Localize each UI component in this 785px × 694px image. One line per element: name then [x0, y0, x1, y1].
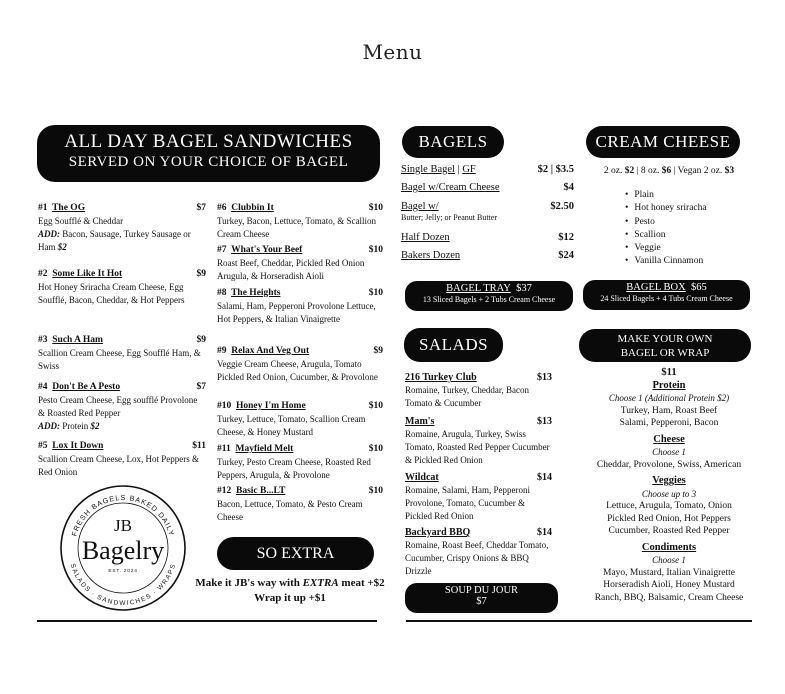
- flavor-item: • Veggie: [625, 242, 707, 255]
- menu-item: [217, 485, 383, 524]
- menu-item: [217, 345, 383, 384]
- item-number: #10: [217, 401, 232, 411]
- so-extra-wrap-line: Wrap it up +$1: [254, 592, 326, 604]
- salad-name: Mam's: [405, 416, 435, 427]
- myo-veggies-options: Cucumber, Roasted Red Pepper: [608, 526, 730, 536]
- bagel-row-name: Single Bagel: [401, 164, 455, 175]
- make-your-own-body: [586, 367, 752, 604]
- bagel-row-subtext: Butter; Jelly; or Peanut Butter: [401, 213, 497, 222]
- myo-protein-options: Turkey, Ham, Roast Beef: [620, 405, 718, 416]
- salad-price: $13: [537, 416, 552, 427]
- item-name: Honey I'm Home: [236, 401, 306, 411]
- myo-cheese-options: Cheddar, Provolone, Swiss, American: [596, 459, 742, 470]
- bagel-row-price: $2 | $3.5: [537, 164, 574, 175]
- bagel-row: [401, 182, 574, 193]
- myo-veggies-options: Pickled Red Onion, Hot Peppers: [607, 513, 731, 524]
- item-description: Turkey, Pesto Cream Cheese, Roasted Red Peppers, Arugula, & Provolone: [217, 457, 371, 480]
- salad-description: Romaine, Arugula, Turkey, Swiss Tomato, Roasted Red Pepper Cucumber & Pickled Red Onion: [405, 429, 550, 465]
- item-addon: [38, 420, 206, 433]
- item-addon: [38, 228, 206, 254]
- item-description: Veggie Cream Cheese, Arugula, Tomato Pickled Red Onion, Cucumber, & Provolone: [217, 359, 378, 382]
- item-number: #6: [217, 203, 227, 213]
- salad-item: [405, 471, 552, 523]
- item-name: What's Your Beef: [231, 245, 303, 255]
- myo-protein-options: Salami, Pepperoni, Bacon: [619, 418, 719, 428]
- item-description: Bacon, Lettuce, Tomato, & Pesto Cream Cheese: [217, 499, 363, 522]
- item-description: Pesto Cream Cheese, Egg soufflé Provolone & Roasted Red Pepper: [38, 395, 198, 418]
- bagel-tray-banner: [405, 281, 573, 311]
- logo-top-arc: FRESH BAGELS BAKED DAILY: [69, 492, 177, 538]
- item-name: Basic B...LT: [236, 486, 286, 496]
- right-divider: [406, 620, 752, 622]
- item-description: Scallion Cream Cheese, Egg Soufflé Ham, & Swiss: [38, 348, 201, 371]
- bagel-row-name-gf: GF: [462, 164, 476, 175]
- salad-description: Romaine, Roast Beef, Cheddar Tomato, Cucumber, Crispy Onions & BBQ Drizzle: [405, 540, 549, 576]
- menu-item: [38, 268, 206, 307]
- menu-item: [217, 287, 383, 326]
- bagel-row-price: $2.50: [550, 201, 574, 212]
- myo-price: $11: [661, 367, 677, 378]
- item-number: #5: [38, 441, 48, 451]
- item-number: #9: [217, 346, 227, 356]
- soup-price: $7: [476, 596, 487, 607]
- myo-cheese-choose: Choose 1: [652, 447, 686, 457]
- salad-description: Romaine, Turkey, Cheddar, Bacon Tomato & Cucumber: [405, 385, 530, 408]
- menu-item: [38, 381, 206, 433]
- myo-condiments-options: Ranch, BBQ, Balsamic, Cream Cheese: [594, 592, 744, 603]
- item-name: The Heights: [231, 288, 281, 298]
- menu-item: [217, 244, 383, 283]
- myo-veggies-title: Veggies: [652, 475, 686, 486]
- bagel-tray-price: $37: [516, 283, 532, 294]
- cream-cheese-flavors: [625, 189, 707, 269]
- addon-label: ADD:: [38, 421, 60, 431]
- item-description: Roast Beef, Cheddar, Pickled Red Onion Arugula, & Horseradish Aioli: [217, 258, 365, 281]
- sandwiches-banner: [37, 125, 380, 182]
- salad-item: [405, 526, 552, 578]
- item-price: $10: [368, 401, 383, 411]
- item-name: Some Like It Hot: [52, 269, 123, 279]
- bagels-header: BAGELS: [402, 126, 504, 158]
- page-title: Menu: [362, 40, 423, 64]
- logo-bottom-arc: SALADS · SANDWICHES · WRAPS: [68, 562, 178, 608]
- item-description: Turkey, Bacon, Lettuce, Tomato, & Scallion Cream Cheese: [217, 216, 377, 239]
- item-name: Clubbin It: [231, 203, 274, 213]
- size-label: 2 oz.: [603, 166, 625, 176]
- item-name: The OG: [52, 203, 86, 213]
- bagel-row-price: $24: [558, 250, 574, 261]
- item-name: Don't Be A Pesto: [52, 382, 121, 392]
- flavor-item: • Vanilla Cinnamon: [625, 255, 707, 268]
- bagel-box-banner: [583, 280, 750, 310]
- bagel-row: [401, 164, 574, 175]
- myo-veggies-options: Lettuce, Arugula, Tomato, Onion: [606, 501, 732, 511]
- logo-monogram: JB: [114, 516, 132, 535]
- item-price: $10: [368, 444, 383, 454]
- cream-cheese-sizes: [586, 166, 752, 176]
- soup-banner: [405, 583, 558, 613]
- salad-price: $14: [537, 527, 552, 538]
- item-price: $7: [196, 382, 206, 392]
- salads-header: SALADS: [404, 328, 503, 362]
- flavor-item: • Pesto: [625, 216, 707, 229]
- bagel-row-price: $12: [558, 232, 574, 243]
- flavor-item: • Scallion: [625, 229, 707, 242]
- addon-price: $2: [57, 242, 67, 252]
- extra-text: Make it JB's way with: [195, 577, 303, 589]
- item-description: Scallion Cream Cheese, Lox, Hot Peppers & Red Onion: [38, 454, 199, 477]
- item-price: $9: [196, 269, 206, 279]
- item-number: #11: [217, 444, 231, 454]
- addon-text: Protein: [60, 421, 91, 431]
- menu-item: [38, 202, 206, 254]
- bagel-box-description: 24 Sliced Bagels + 4 Tubs Cream Cheese: [600, 294, 733, 303]
- make-your-own-title-2: BAGEL OR WRAP: [620, 347, 710, 359]
- bagel-row: [401, 232, 574, 243]
- item-description: Turkey, Lettuce, Tomato, Scallion Cream Cheese, & Honey Mustard: [217, 414, 366, 437]
- myo-protein-choose: Choose 1 (Additional Protein $2): [608, 393, 730, 403]
- salad-price: $13: [537, 372, 552, 383]
- myo-condiments-choose: Choose 1: [652, 555, 686, 565]
- logo-wordmark: Bagelry: [81, 536, 165, 565]
- item-price: $11: [192, 441, 206, 451]
- menu-item: [217, 202, 383, 241]
- item-number: #4: [38, 382, 48, 392]
- bagel-box-label: BAGEL BOX: [626, 282, 686, 293]
- logo-est: EST. 2024: [108, 569, 138, 574]
- salad-name: Backyard BBQ: [405, 527, 471, 538]
- size-price: $2: [624, 166, 635, 176]
- size-price: $6: [661, 166, 672, 176]
- item-number: #2: [38, 269, 48, 279]
- myo-veggies-choose: Choose up to 3: [641, 488, 697, 499]
- addon-label: ADD:: [38, 229, 60, 239]
- menu-item: [217, 443, 383, 482]
- make-your-own-title-1: MAKE YOUR OWN: [617, 333, 713, 345]
- item-price: $10: [368, 245, 383, 255]
- menu-item: [38, 334, 206, 373]
- size-label: | Vegan 2 oz.: [671, 166, 725, 176]
- salad-description: Romaine, Salami, Ham, Pepperoni Provolone, Tomato, Cucumber & Pickled Red Onion: [405, 485, 530, 521]
- bagel-row-name: Bagel w/Cream Cheese: [401, 182, 500, 193]
- bagel-row: [401, 201, 574, 223]
- left-divider: [37, 620, 377, 622]
- flavor-item: • Hot honey sriracha: [625, 202, 707, 215]
- item-number: #1: [38, 203, 48, 213]
- salad-name: Wildcat: [405, 472, 439, 483]
- make-your-own-header: [579, 329, 751, 362]
- item-name: Lox It Down: [52, 441, 104, 451]
- item-name: Such A Ham: [52, 335, 103, 345]
- soup-label: SOUP DU JOUR: [444, 585, 519, 596]
- extra-emphasis: EXTRA: [302, 577, 339, 589]
- addon-text: Bacon, Sausage, Turkey Sausage or Ham: [38, 229, 191, 252]
- size-label: | 8 oz.: [634, 166, 662, 176]
- bagel-row-sep: |: [454, 164, 463, 175]
- extra-price: meat +$2: [338, 577, 385, 589]
- menu-item: [217, 400, 383, 439]
- addon-price: $2: [90, 421, 100, 431]
- salad-price: $14: [537, 472, 552, 483]
- item-description: Salami, Ham, Pepperoni Provolone Lettuce, Hot Peppers, & Italian Vinaigrette: [217, 301, 376, 324]
- myo-condiments-options: Mayo, Mustard, Italian Vinaigrette: [603, 567, 735, 578]
- myo-condiments-title: Condiments: [641, 541, 697, 553]
- bagel-row-name: Bagel w/: [401, 201, 439, 212]
- item-number: #8: [217, 288, 227, 298]
- item-price: $10: [368, 288, 383, 298]
- myo-cheese-title: Cheese: [653, 433, 685, 445]
- sandwiches-banner-title: ALL DAY BAGEL SANDWICHES: [64, 131, 353, 152]
- item-description: Egg Soufflé & Cheddar: [38, 216, 124, 226]
- item-price: $10: [368, 203, 383, 213]
- myo-condiments-options: Horseradish Aioli, Honey Mustard: [603, 580, 735, 590]
- item-description: Hot Honey Sriracha Cream Cheese, Egg Soufflé, Bacon, Cheddar, & Hot Peppers: [38, 282, 185, 305]
- jb-bagelry-logo: [58, 483, 188, 613]
- bagel-row-name: Bakers Dozen: [401, 250, 461, 261]
- item-price: $7: [196, 203, 206, 213]
- bagel-row: [401, 250, 574, 261]
- bagel-tray-description: 13 Sliced Bagels + 2 Tubs Cream Cheese: [422, 295, 556, 304]
- item-number: #7: [217, 245, 227, 255]
- so-extra-banner: SO EXTRA: [217, 537, 374, 570]
- myo-protein-title: Protein: [652, 379, 686, 391]
- salad-item: [405, 371, 552, 410]
- item-name: Relax And Veg Out: [231, 346, 310, 356]
- item-number: #12: [217, 486, 232, 496]
- size-price: $3: [724, 166, 735, 176]
- sandwiches-banner-subtitle: SERVED ON YOUR CHOICE OF BAGEL: [68, 154, 349, 170]
- flavor-item: • Plain: [625, 189, 707, 202]
- item-price: $10: [368, 486, 383, 496]
- salad-name: 216 Turkey Club: [405, 372, 477, 383]
- item-price: $9: [373, 346, 383, 356]
- bagel-row-name: Half Dozen: [401, 232, 450, 243]
- cream-cheese-header: CREAM CHEESE: [586, 126, 740, 158]
- item-number: #3: [38, 335, 48, 345]
- bagel-box-price: $65: [690, 282, 707, 293]
- item-price: $9: [196, 335, 206, 345]
- salad-item: [405, 415, 552, 467]
- bagel-tray-label: BAGEL TRAY: [446, 283, 511, 294]
- bagel-row-price: $4: [563, 182, 574, 193]
- so-extra-meat-line: [190, 577, 390, 589]
- item-name: Mayfield Melt: [235, 444, 294, 454]
- menu-item: [38, 440, 206, 479]
